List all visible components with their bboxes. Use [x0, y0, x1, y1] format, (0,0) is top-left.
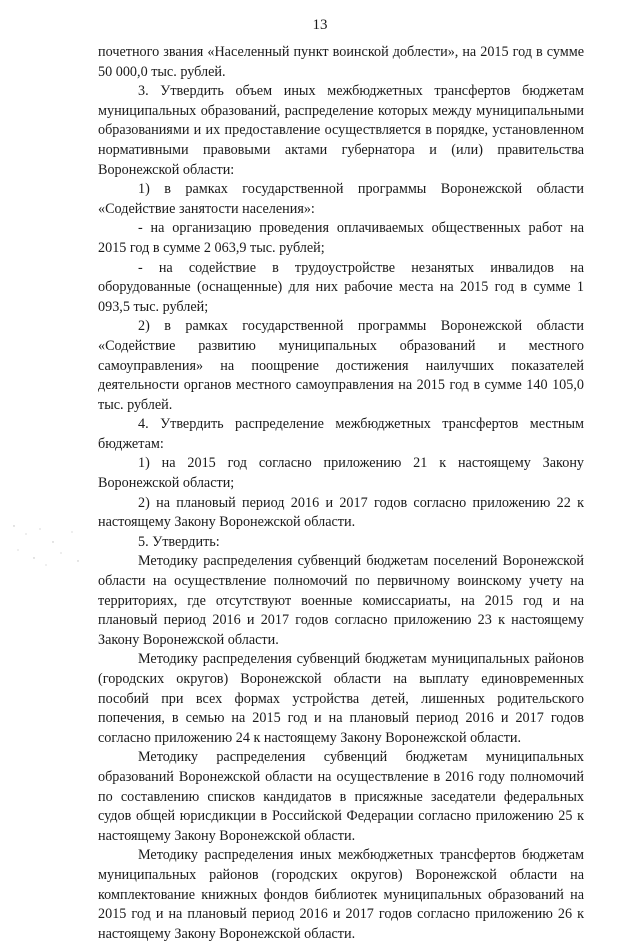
- paragraph-subitem-employment: 1) в рамках государственной программы Воронежской области «Содействие занятости населения»:: [98, 181, 584, 217]
- paragraph-public-works: - на организацию проведения оплачиваемых общественных работ на 2015 год в сумме 2 063,9 тыс. рублей;: [98, 220, 584, 256]
- paragraph-method-appendix-25: Методику распределения субвенций бюджетам муниципальных образований Воронежской области на осуществление в 2016 году полномочий по составлению списков кандидатов в присяжные заседатели федеральных судов общей юрисдикции в Российской Федерации согласно приложению 25 к настоящему Закону Воронежской области.: [98, 749, 584, 844]
- paragraph-appendix-21: 1) на 2015 год согласно приложению 21 к настоящему Закону Воронежской области;: [98, 455, 584, 492]
- document-body: [98, 43, 584, 944]
- paragraph-item-5: 5. Утвердить:: [138, 533, 220, 550]
- paragraph-item-4: 4. Утвердить распределение межбюджетных трансфертов местным бюджетам:: [98, 416, 584, 452]
- paragraph-method-appendix-24: Методику распределения субвенций бюджетам муниципальных районов (городских округов) Воронежской области на выплату единовременных пособий при всех формах устройства детей, лишенных родительского попечения, в семью на 2015 год и на плановый период 2016 и 2017 годов согласно приложению 24 к настоящему Закону Воронежской области.: [98, 651, 584, 746]
- paragraph-item-3: 3. Утвердить объем иных межбюджетных трансфертов бюджетам муниципальных образований, распределение которых между муниципальными образованиями и их предоставление осуществляется в порядке, установленном нормативными правовыми актами губернатора и (или) правительства Воронежской области:: [98, 83, 584, 178]
- scan-noise: [6, 520, 86, 570]
- paragraph-appendix-22: 2) на плановый период 2016 и 2017 годов согласно приложению 22 к настоящему Закону Воронежской области.: [98, 494, 584, 531]
- paragraph-continuation: почетного звания «Населенный пункт воинской доблести», на 2015 год в сумме 50 000,0 тыс. рублей.: [98, 44, 584, 80]
- paragraph-subitem-municipal: 2) в рамках государственной программы Воронежской области «Содействие развитию муниципальных образований и местного самоуправления» на поощрение достижения наилучших показателей деятельности органов местного самоуправления на 2015 год в сумме 140 105,0 тыс. рублей.: [98, 318, 584, 413]
- paragraph-method-appendix-23: Методику распределения субвенций бюджетам поселений Воронежской области на осуществление полномочий по первичному воинскому учету на территориях, где отсутствуют военные комиссариаты, на 2015 год и на плановый период 2016 и 2017 годов согласно приложению 23 к настоящему Закону Воронежской области.: [98, 553, 584, 648]
- paragraph-method-appendix-26: Методику распределения иных межбюджетных трансфертов бюджетам муниципальных районов (городских округов) Воронежской области на комплектование книжных фондов библиотек муниципальных образований на 2015 год и на плановый период 2016 и 2017 годов согласно приложению 26 к настоящему Закону Воронежской области.: [98, 847, 584, 942]
- paragraph-disabled-employment: - на содействие в трудоустройстве незанятых инвалидов на оборудованные (оснащенные) для них рабочие места на 2015 год в сумме 1 093,5 тыс. рублей;: [98, 259, 584, 315]
- page-number: 13: [312, 17, 328, 33]
